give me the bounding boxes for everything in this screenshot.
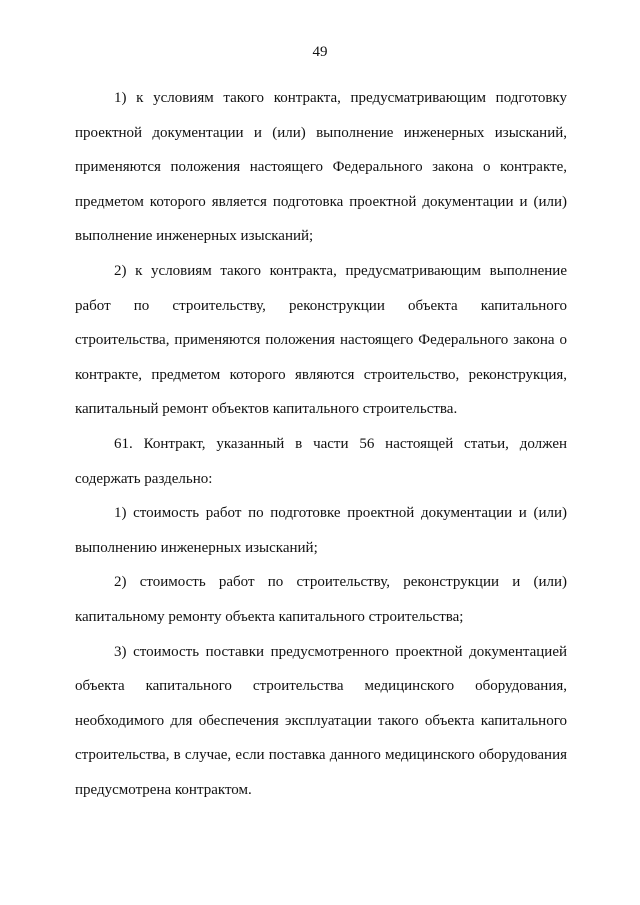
paragraph-cost-construction-work: 2) стоимость работ по строительству, реконструкции и (или) капитальному ремонту объекта капитального строительства; [75,574,567,625]
paragraph-cost-medical-equipment: 3) стоимость поставки предусмотренного проектной документацией объекта капитального строительства медицинского оборудования, необходимого для обеспечения эксплуатации такого объекта капитального строительства, в случае, если поставка данного медицинского оборудования предусмотрена контрактом. [75,643,567,798]
paragraph-part-61: 61. Контракт, указанный в части 56 настоящей статьи, должен содержать раздельно: [75,435,567,487]
paragraph-item-1-preparation: 1) к условиям такого контракта, предусматривающим подготовку проектной документации и (или) выполнение инженерных изысканий, применяются положения настоящего Федерального закона о контракте, предметом которого является подготовка проектной документации и (или) выполнение инженерных изысканий; [75,90,567,245]
document-body [75,81,567,807]
paragraph-item-2-construction: 2) к условиям такого контракта, предусматривающим выполнение работ по строительству, реконструкции объекта капитального строительства, применяются положения настоящего Федерального закона о контракте, предметом которого являются строительство, реконструкция, капитальный ремонт объектов капитального строительства. [75,262,567,418]
paragraph-cost-design-work: 1) стоимость работ по подготовке проектной документации и (или) выполнению инженерных изысканий; [75,505,567,556]
page-number: 49 [312,44,328,60]
